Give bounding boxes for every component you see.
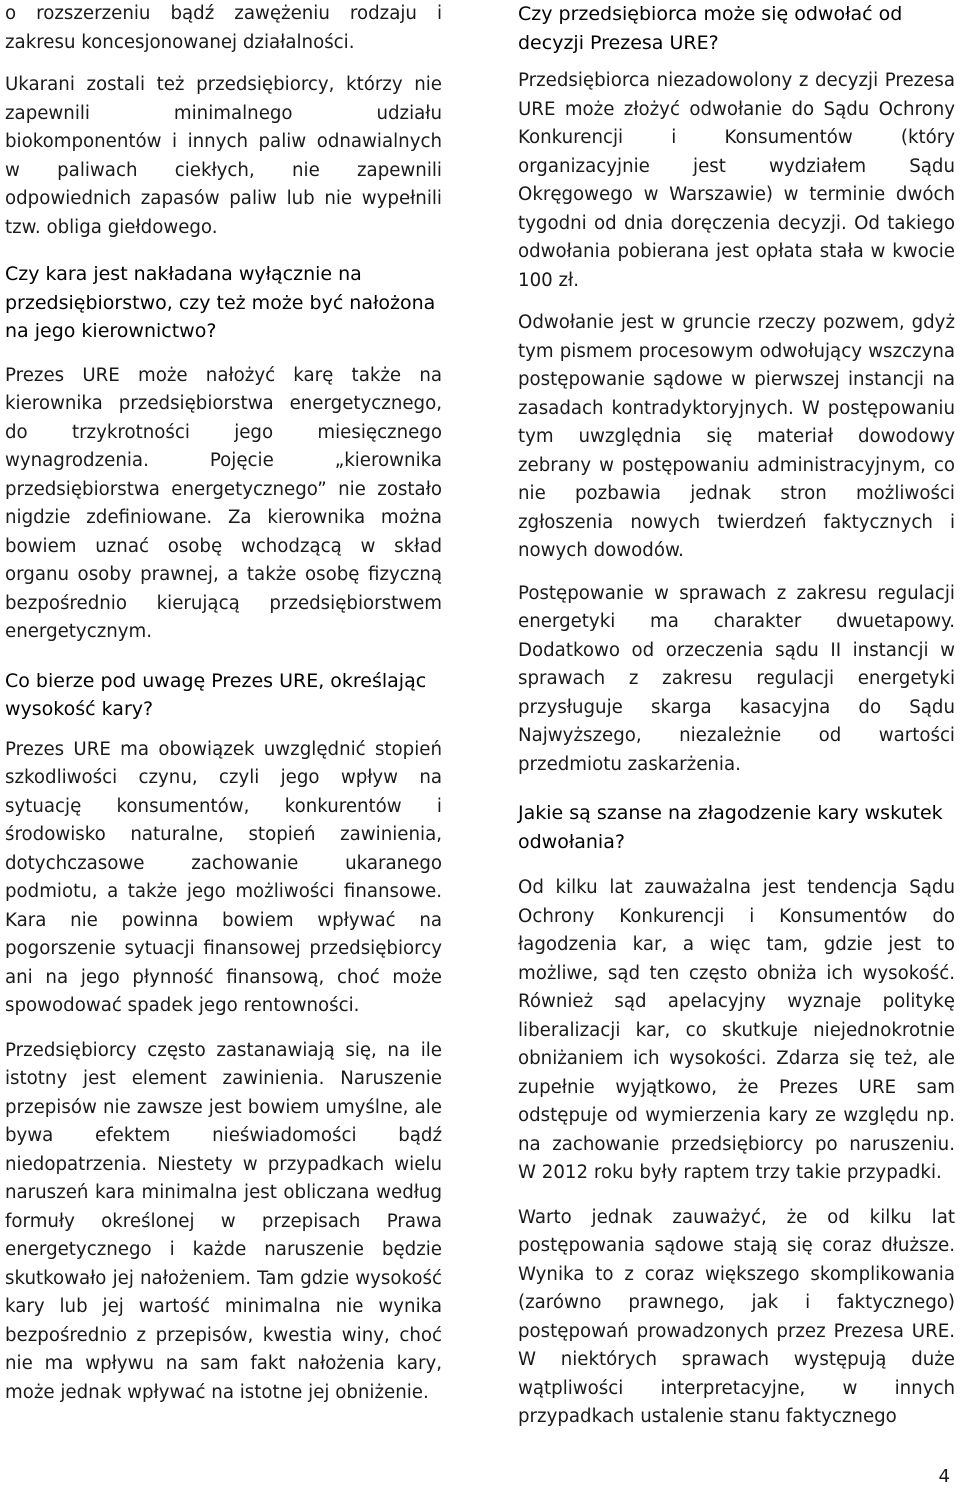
section-heading: Czy kara jest nakładana wyłącznie na przedsiębiorstwo, czy też może być nałożona na jego kierownictwo? [5, 263, 436, 342]
paragraph: Przedsiębiorcy często zastanawiają się, na ile istotny jest element zawinienia. Naruszenie przepisów nie zawsze jest bowiem umyślne, ale bywa efektem nieświadomości bądź niedopatrzenia. Niestety w przypadkach wielu naruszeń kara minimalna jest obliczana według formuły określonej w przepisach Prawa energetycznego i każde naruszenie będzie skutkowało jej nałożeniem. Tam gdzie wysokość kary lub jej wartość minimalna nie wynika bezpośrednio z przepisów, kwestia winy, choć nie ma wpływu na sam fakt nałożenia kary, może jednak wpływać na istotne jej obniżenie. [5, 1039, 442, 1403]
left-column [5, 0, 442, 1407]
paragraph: Postępowanie w sprawach z zakresu regulacji energetyki ma charakter dwuetapowy. Dodatkowo od orzeczenia sądu II instancji w sprawach z zakresu regulacji energetyki przysługuje skarga kasacyjna do Sądu Najwyższego, niezależnie od wartości przedmiotu zaskarżenia. [518, 582, 955, 775]
paragraph: Prezes URE ma obowiązek uwzględnić stopień szkodliwości czynu, czyli jego wpływ na sytuację konsumentów, konkurentów i środowisko naturalne, stopień zawinienia, dotychczasowe zachowanie ukaranego podmiotu, a także jego możliwości finansowe. Kara nie powinna bowiem wpływać na pogorszenie sytuacji finansowej przedsiębiorcy ani na jego płynność finansową, choć może spowodować spadek jego rentowności. [5, 738, 442, 1016]
paragraph: Ukarani zostali też przedsiębiorcy, którzy nie zapewnili minimalnego udziału biokomponentów i innych paliw odnawialnych w paliwach ciekłych, nie zapewnili odpowiednich zapasów paliw lub nie wypełnili tzw. obliga giełdowego. [5, 74, 442, 238]
paragraph: Od kilku lat zauważalna jest tendencja Sądu Ochrony Konkurencji i Konsumentów do łagodzenia kar, a więc tam, gdzie jest to możliwe, sąd ten często obniża ich wysokość. Również sąd apelacyjny wyznaje politykę liberalizacji kar, co skutkuje niejednokrotnie obniżaniem ich wysokości. Zdarza się też, ale zupełnie wyjątkowo, że Prezes URE sam odstępuje od wymierzenia kary ze względu np. na zachowanie przedsiębiorcy po naruszeniu. W 2012 roku były raptem trzy takie przypadki. [518, 877, 955, 1183]
paragraph: Przedsiębiorca niezadowolony z decyzji Prezesa URE może złożyć odwołanie do Sądu Ochrony Konkurencji i Konsumentów (który organizacyjnie jest wydziałem Sądu Okręgowego w Warszawie) w terminie dwóch tygodni od dnia doręczenia decyzji. Od takiego odwołania pobierana jest opłata stała w kwocie 100 zł. [518, 70, 955, 291]
section-heading: Czy przedsiębiorca może się odwołać od decyzji Prezesa URE? [518, 3, 903, 54]
section-heading: Jakie są szanse na złagodzenie kary wskutek odwołania? [518, 802, 943, 853]
paragraph: Prezes URE może nałożyć karę także na kierownika przedsiębiorstwa energetycznego, do trzykrotności jego miesięcznego wynagrodzenia. Pojęcie „kierownika przedsiębiorstwa energetycznego” nie zostało nigdzie zdefiniowane. Za kierownika można bowiem uznać osobę wchodzącą w skład organu osoby prawnej, a także osobę fizyczną bezpośrednio kierującą przedsiębiorstwem energetycznym. [5, 364, 442, 642]
paragraph: Warto jednak zauważyć, że od kilku lat postępowania sądowe stają się coraz dłuższe. Wynika to z coraz większego skomplikowania (zarówno prawnego, jak i faktycznego) postępowań prowadzonych przez Prezesa URE. W niektórych sprawach występują duże wątpliwości interpretacyjne, w innych przypadkach ustalenie stanu faktycznego [518, 1206, 955, 1427]
page-number: 4 [938, 1466, 950, 1487]
right-column [518, 0, 955, 1432]
paragraph: Odwołanie jest w gruncie rzeczy pozwem, gdyż tym pismem procesowym odwołujący wszczyna postępowanie sądowe w pierwszej instancji na zasadach kontradyktoryjnych. W postępowaniu tym uwzględnia się materiał dowodowy zebrany w postępowaniu administracyjnym, co nie pozbawia jednak stron możliwości zgłoszenia nowych twierdzeń faktycznych i nowych dowodów. [518, 312, 955, 561]
section-heading: Co bierze pod uwagę Prezes URE, określając wysokość kary? [5, 669, 427, 720]
paragraph: o rozszerzeniu bądź zawężeniu rodzaju i zakresu koncesjonowanej działalności. [5, 3, 442, 53]
